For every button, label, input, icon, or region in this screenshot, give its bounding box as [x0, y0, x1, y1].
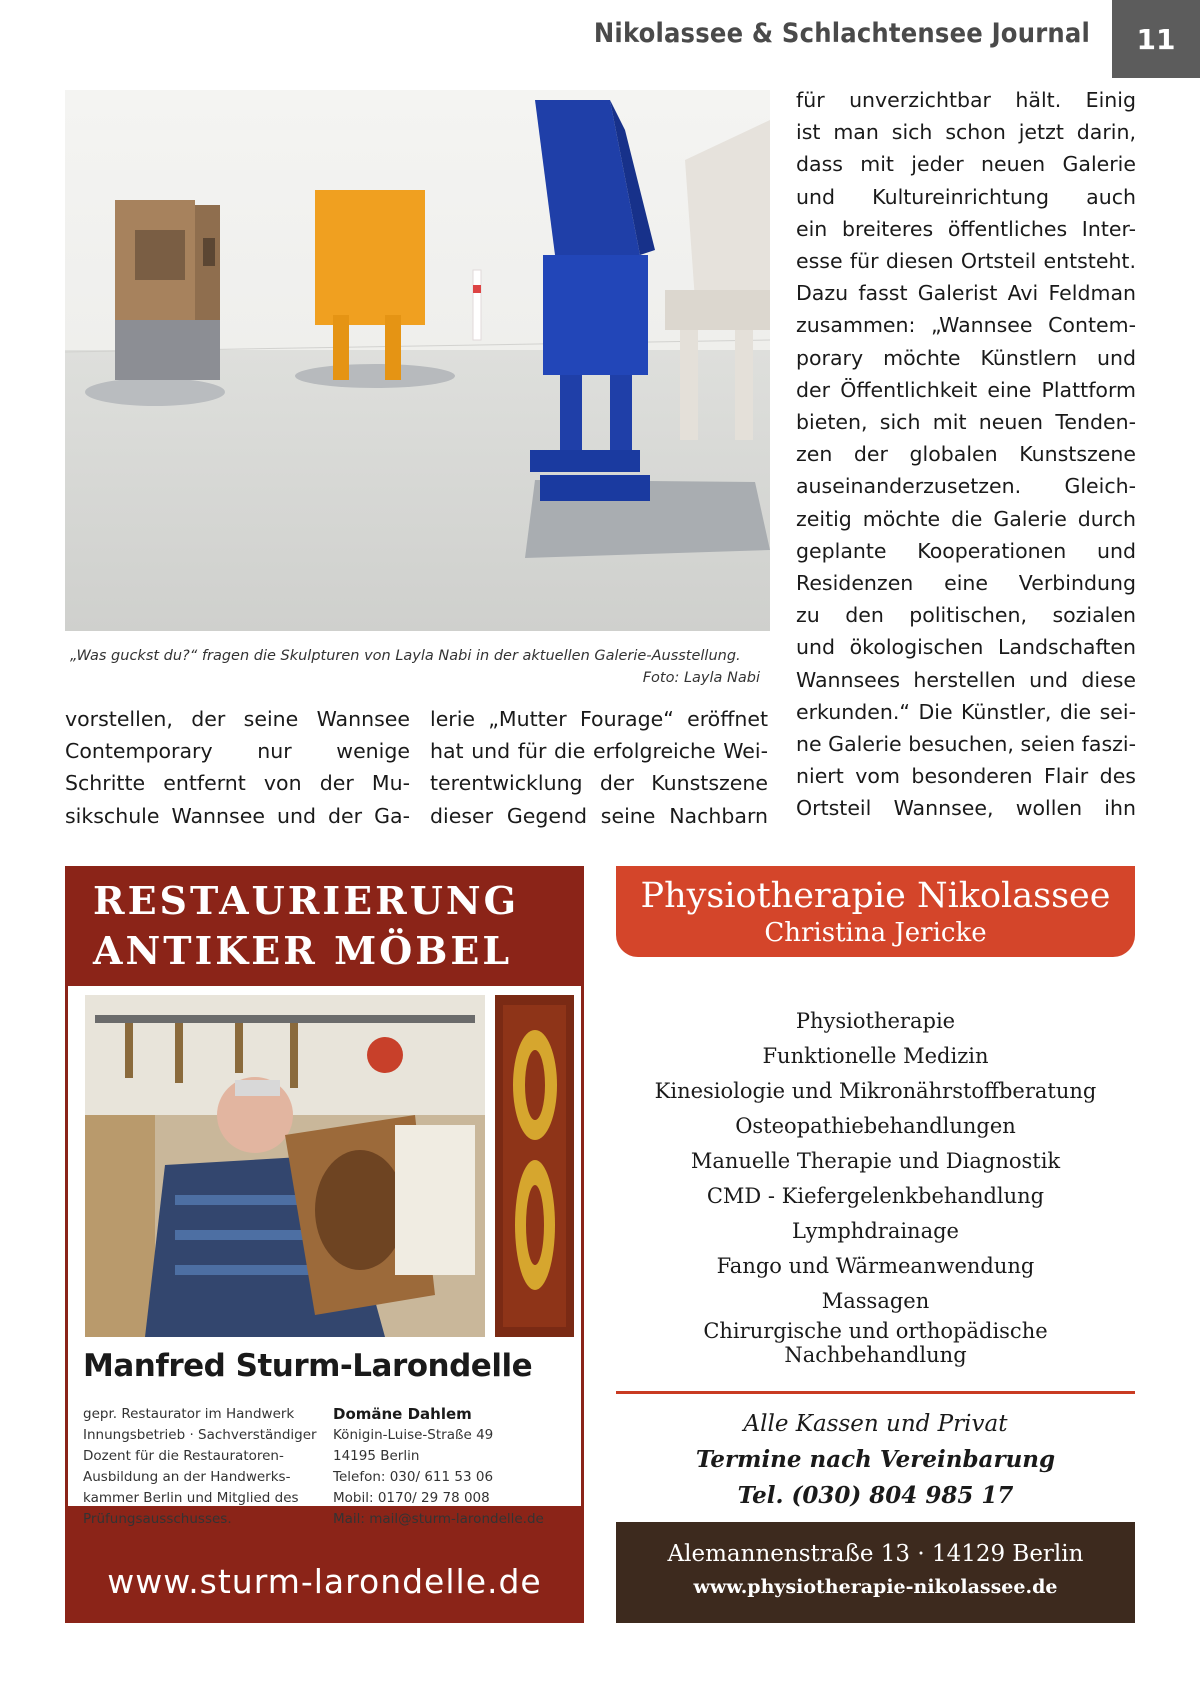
restorer-qualifications — [83, 1404, 323, 1530]
article-line: esse für diesen Ortsteil entsteht. — [796, 249, 1136, 274]
restorer-contact — [333, 1404, 578, 1530]
article-column-1 — [65, 703, 410, 832]
article-line: zeitig möchte die Galerie durch — [796, 506, 1136, 531]
article-line: zen der globalen Kunstszene — [796, 442, 1136, 467]
physio-appointments: Termine nach Vereinbarung — [695, 1446, 1056, 1473]
article-line: Ortsteil Wannsee, wollen ihn — [796, 796, 1136, 821]
qualification-line: Innungsbetrieb · Sachverständiger — [83, 1427, 317, 1443]
ad-physiotherapie — [616, 866, 1135, 1623]
furniture-detail-photo — [495, 995, 574, 1337]
article-line: für unverzichtbar hält. Einig — [796, 88, 1136, 112]
article-column-2 — [430, 703, 768, 832]
article-line: lerie „Mutter Fourage“ eröffnet — [430, 707, 768, 731]
article-line: der Öffentlichkeit eine Plattform — [796, 377, 1136, 402]
article-line: erkunden.“ Die Künstler, die sei- — [796, 699, 1136, 724]
article-line: dass mit jeder neuen Galerie — [796, 152, 1136, 177]
caption-credit: Foto: Layla Nabi — [642, 670, 760, 686]
physio-footer — [616, 1522, 1135, 1623]
physio-insurance: Alle Kassen und Privat — [743, 1411, 1008, 1437]
article-line: Dazu fasst Galerist Avi Feldman — [796, 281, 1136, 306]
ad-restaurierung — [65, 866, 584, 1623]
caption-text: „Was guckst du?“ fragen die Skulpturen von Layla Nabi in der aktuellen Galerie-Ausstellung. — [70, 648, 741, 664]
service-item: Lymphdrainage — [792, 1219, 959, 1243]
service-item: Osteopathiebehandlungen — [735, 1114, 1016, 1138]
ad-rest-headline — [93, 876, 519, 976]
article-line: terentwicklung der Kunstszene — [430, 771, 768, 796]
article-line: porary möchte Künstlern und — [796, 345, 1136, 370]
qualification-line: kammer Berlin und Mitglied des — [83, 1490, 299, 1506]
article-line: sikschule Wannsee und der Ga- — [65, 803, 410, 828]
qualification-line: Ausbildung an der Handwerks- — [83, 1469, 291, 1485]
photo-caption — [70, 645, 760, 689]
article-line: ne Galerie besuchen, seien faszi- — [796, 732, 1136, 757]
article-line: Contemporary nur wenige — [65, 739, 410, 764]
service-item: Massagen — [821, 1289, 930, 1313]
article-line: hat und für die erfolgreiche Wei- — [430, 739, 768, 764]
physio-header — [616, 866, 1135, 957]
article-line: Wannsees herstellen und diese — [796, 667, 1136, 692]
service-item: Manuelle Therapie und Diagnostik — [690, 1149, 1061, 1173]
gallery-photo — [65, 90, 770, 631]
article-column-3 — [796, 84, 1136, 825]
contact-mail[interactable]: Mail: mail@sturm-larondelle.de — [333, 1511, 544, 1527]
contact-street: Königin-Luise-Straße 49 — [333, 1427, 494, 1443]
ad-rest-headline-2: ANTIKER MÖBEL — [93, 928, 513, 973]
qualification-line: Dozent für die Restauratoren- — [83, 1448, 284, 1464]
article-line: und ökologischen Landschaften — [796, 635, 1136, 660]
physio-website-link[interactable]: www.physiotherapie-nikolassee.de — [693, 1576, 1058, 1598]
ad-rest-headline-1: RESTAURIERUNG — [93, 878, 520, 923]
contact-phone: Telefon: 030/ 611 53 06 — [333, 1469, 494, 1485]
physio-booking-info — [616, 1406, 1135, 1514]
article-line: Residenzen eine Verbindung — [796, 571, 1136, 596]
contact-city: 14195 Berlin — [333, 1448, 420, 1464]
article-line: vorstellen, der seine Wannsee — [65, 707, 410, 731]
article-line: ein breiteres öffentliches Inter- — [796, 216, 1136, 241]
qualification-line: gepr. Restaurator im Handwerk — [83, 1406, 295, 1422]
article-line: geplante Kooperationen und — [796, 538, 1136, 563]
qualification-line: Prüfungsausschusses. — [83, 1511, 232, 1527]
restorer-photo — [85, 995, 485, 1337]
service-item: Kinesiologie und Mikronährstoffberatung — [654, 1079, 1097, 1103]
page-number: 11 — [1112, 0, 1200, 78]
service-item: Chirurgische und orthopädische — [703, 1319, 1048, 1343]
service-item: Nachbehandlung — [784, 1343, 967, 1367]
contact-location: Domäne Dahlem — [333, 1405, 472, 1423]
article-line: auseinanderzusetzen. Gleich- — [796, 474, 1136, 499]
contact-mobile: Mobil: 0170/ 29 78 008 — [333, 1490, 490, 1506]
article-line: dieser Gegend seine Nachbarn — [430, 803, 768, 828]
physio-title: Physiotherapie Nikolassee — [640, 876, 1111, 916]
article-line: bieten, sich mit neuen Tenden- — [796, 410, 1136, 435]
physio-address: Alemannenstraße 13 · 14129 Berlin — [667, 1541, 1084, 1567]
restorer-website-link[interactable]: www.sturm-larondelle.de — [107, 1562, 542, 1601]
article-line: zu den politischen, sozialen — [796, 603, 1136, 628]
restorer-name: Manfred Sturm-Larondelle — [83, 1348, 533, 1384]
physio-subtitle: Christina Jericke — [764, 918, 987, 948]
journal-title: Nikolassee & Schlachtensee Journal — [593, 18, 1090, 49]
physio-services-list — [616, 1004, 1135, 1367]
service-item: CMD - Kiefergelenkbehandlung — [706, 1184, 1045, 1208]
physio-phone[interactable]: Tel. (030) 804 985 17 — [737, 1482, 1014, 1509]
service-item: Physiotherapie — [795, 1009, 956, 1033]
service-item: Funktionelle Medizin — [762, 1044, 989, 1068]
article-line: und Kultureinrichtung auch — [796, 184, 1136, 209]
article-line: niert vom besonderen Flair des — [796, 764, 1136, 789]
article-line: zusammen: „Wannsee Contem- — [796, 313, 1136, 338]
article-line: ist man sich schon jetzt darin, — [796, 120, 1136, 145]
service-item: Fango und Wärmeanwendung — [716, 1254, 1035, 1278]
ad-rest-body — [68, 986, 581, 1527]
article-line: Schritte entfernt von der Mu- — [65, 771, 410, 796]
divider — [616, 1391, 1135, 1394]
